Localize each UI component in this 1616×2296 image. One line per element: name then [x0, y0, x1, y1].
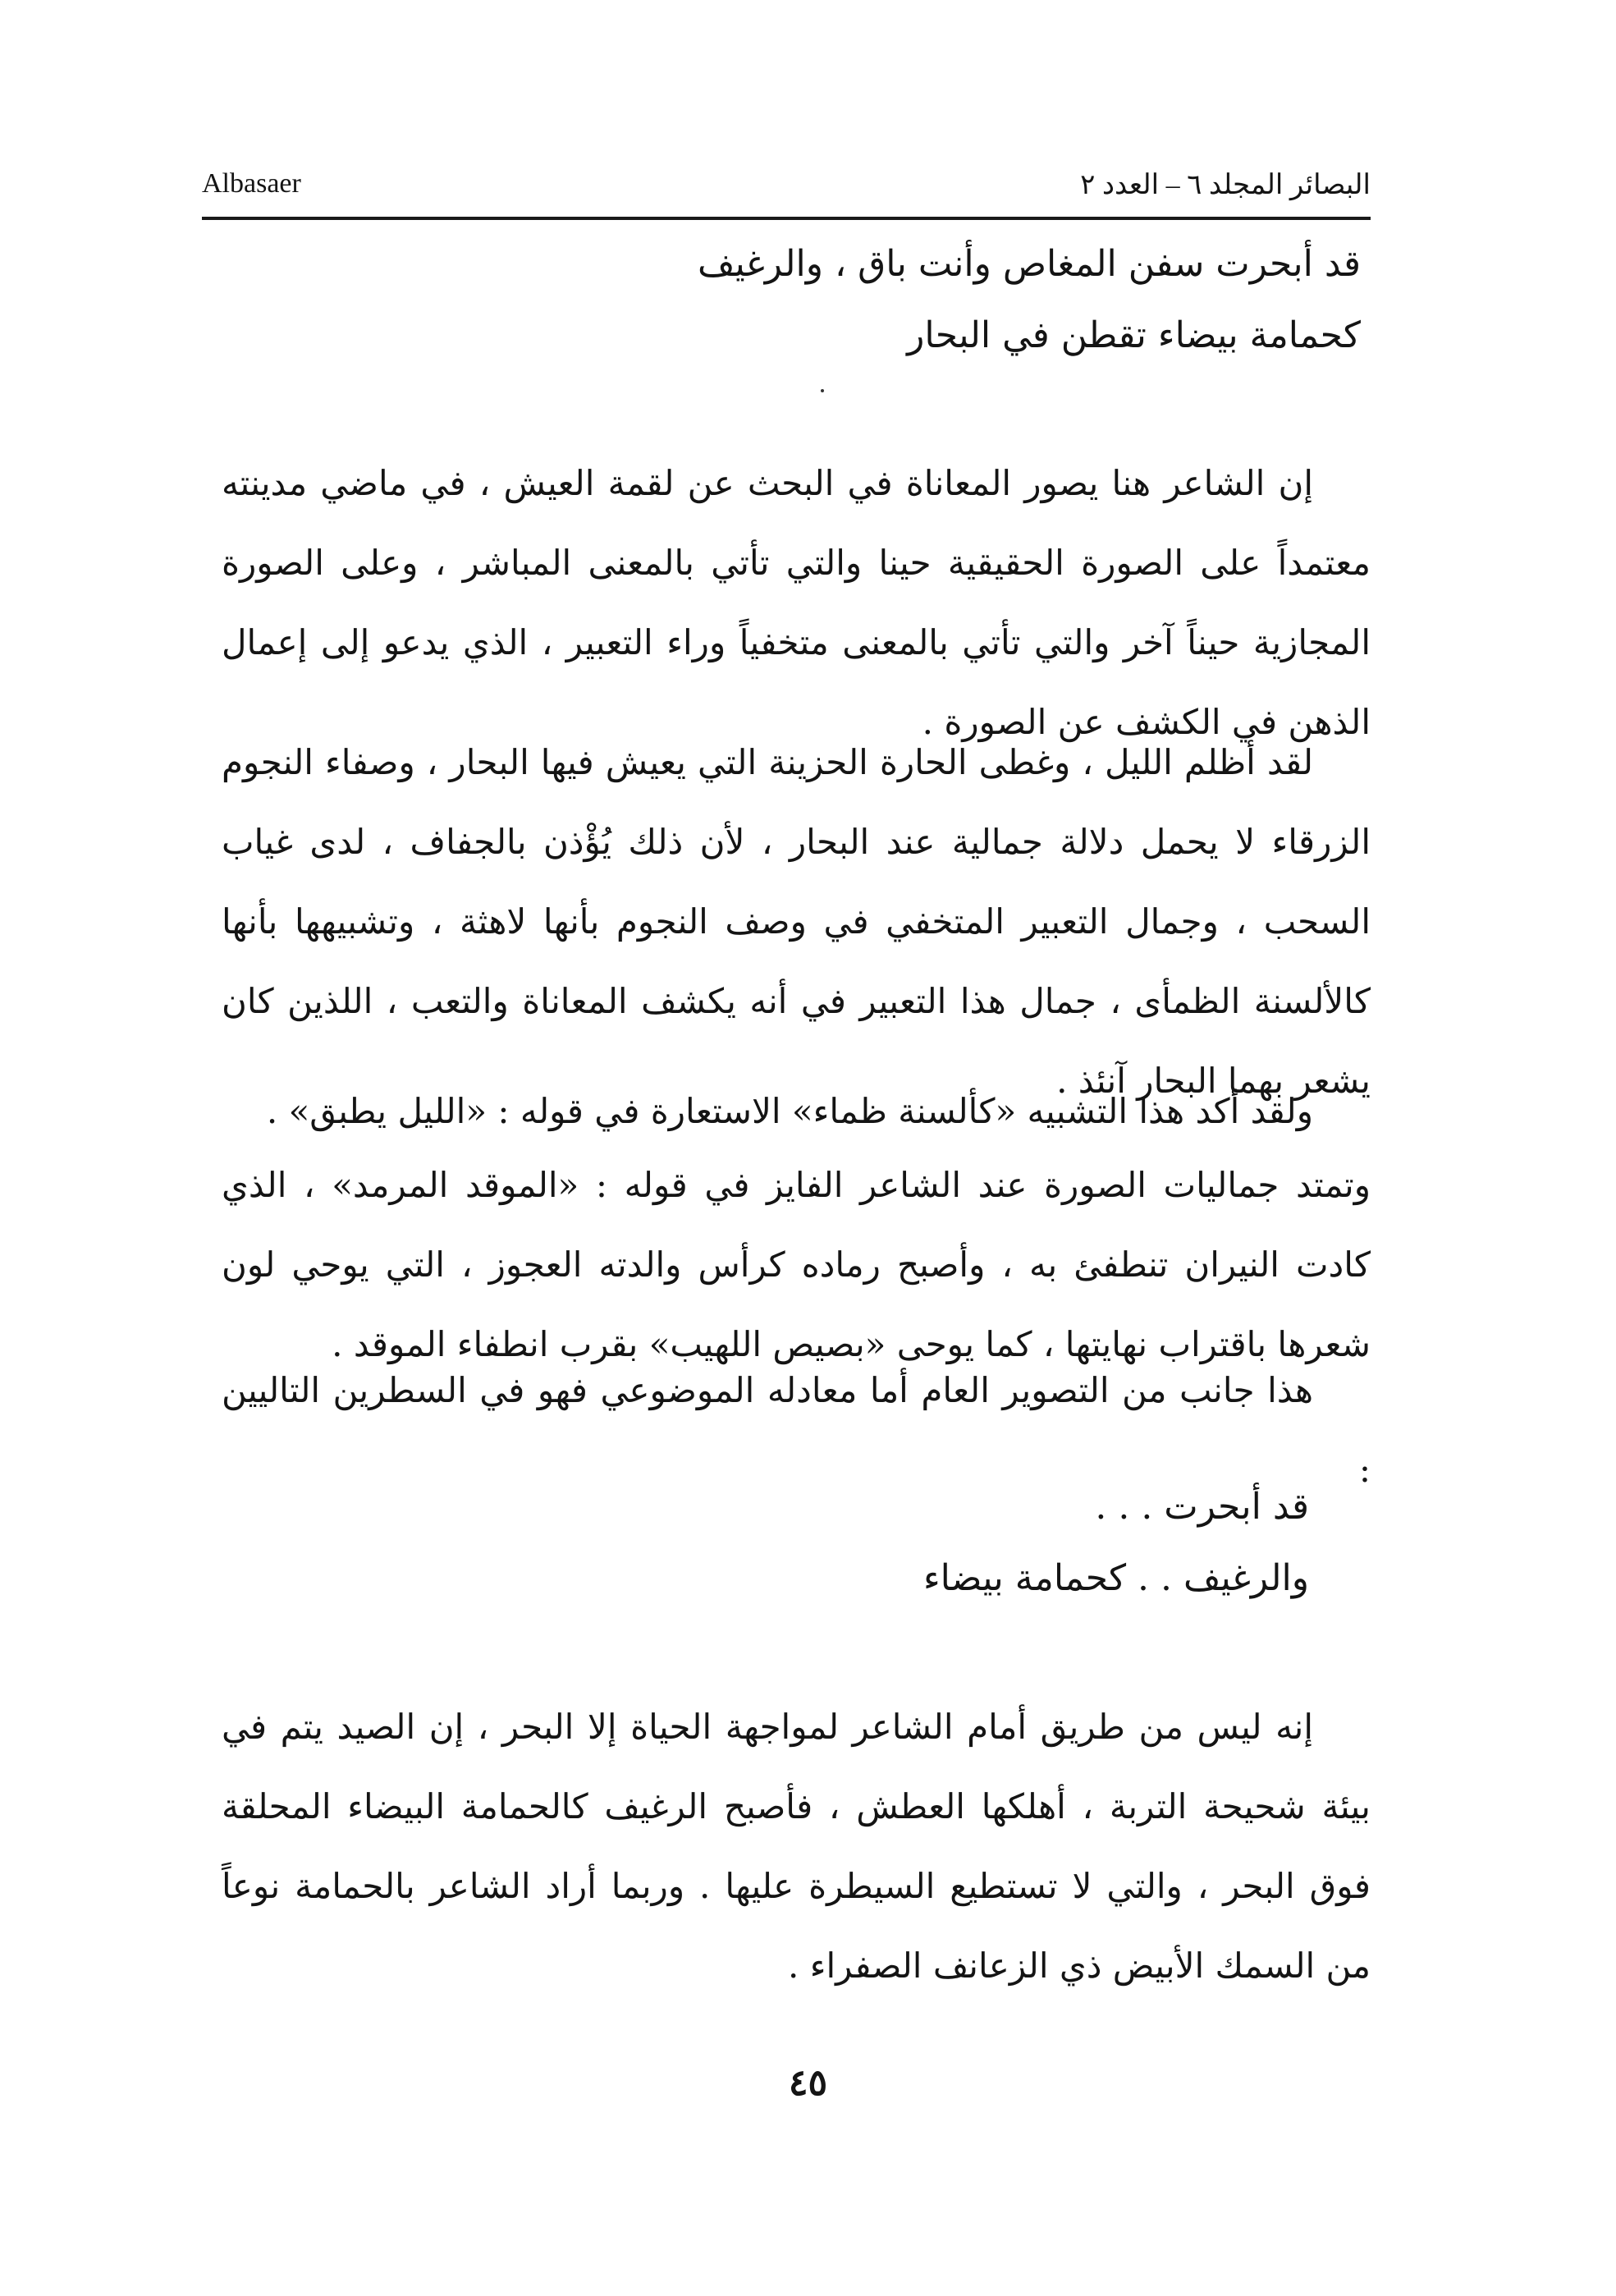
paragraph-text: إنه ليس من طريق أمام الشاعر لمواجهة الحياة إلا البحر ، إن الصيد يتم في بيئة شحيحة التربة ، أهلكها العطش ، فأصبح الرغيف كالحمامة البيضاء المحلقة فوق البحر ، والتي لا تستطيع السيطرة عليها . وربما أراد الشاعر بالحمامة نوعاً من السمك الأبيض ذي الزعانف الصفراء .: [222, 1707, 1371, 1986]
body-paragraph: [222, 722, 1371, 1121]
body-paragraph: [222, 1145, 1371, 1384]
verse-line: قد أبحرت . . .: [1095, 1486, 1309, 1528]
body-paragraph: [222, 1071, 1371, 1151]
journal-title-arabic: البصائر المجلد ٦ – العدد ٢: [1080, 170, 1371, 200]
verse-line: كحمامة بيضاء تقطن في البحار: [907, 314, 1361, 356]
paragraph-text: لقد أظلم الليل ، وغطى الحارة الحزينة التي يعيش فيها البحار ، وصفاء النجوم الزرقاء لا يحمل دلالة جمالية عند البحار ، لأن ذلك يُؤْذن بالجفاف ، لدى غياب السحب ، وجمال التعبير المتخفي في وصف النجوم بأنها لاهثة ، وتشبيهها بأنها كالألسنة الظمأى ، جمال هذا التعبير في أنه يكشف المعاناة والتعب ، اللذين كان يشعر بهما البحار آنئذ .: [222, 742, 1371, 1101]
journal-title-latin: Albasaer: [202, 168, 301, 199]
paragraph-text: ولقد أكد هذا التشبيه «كألسنة ظماء» الاستعارة في قوله : «الليل يطبق» .: [266, 1091, 1313, 1131]
verse-line: قد أبحرت سفن المغاص وأنت باق ، والرغيف: [697, 243, 1361, 285]
print-speck: [821, 389, 824, 392]
body-paragraph: [222, 443, 1371, 762]
running-header: [202, 168, 1371, 218]
page-number: ٤٥: [788, 2062, 828, 2104]
paragraph-text: وتمتد جماليات الصورة عند الشاعر الفايز في قوله : «الموقد المرمد» ، الذي كادت النيران تنطفئ به ، وأصبح رماده كرأس والدته العجوز ، التي يوحي لون شعرها باقتراب نهايتها ، كما يوحى «بصيص اللهيب» بقرب انطفاء الموقد .: [222, 1165, 1371, 1364]
paragraph-text: إن الشاعر هنا يصور المعاناة في البحث عن لقمة العيش ، في ماضي مدينته معتمداً على الصورة الحقيقية حينا والتي تأتي بالمعنى المباشر ، وعلى الصورة المجازية حيناً آخر والتي تأتي بالمعنى متخفياً وراء التعبير ، الذي يدعو إلى إعمال الذهن في الكشف عن الصورة .: [222, 463, 1371, 742]
closing-paragraph: [222, 1687, 1371, 2005]
header-rule: [202, 217, 1371, 220]
verse-line: والرغيف . . كحمامة بيضاء: [922, 1557, 1309, 1599]
paragraph-text: هذا جانب من التصوير العام أما معادله الموضوعي فهو في السطرين التاليين :: [222, 1370, 1371, 1490]
